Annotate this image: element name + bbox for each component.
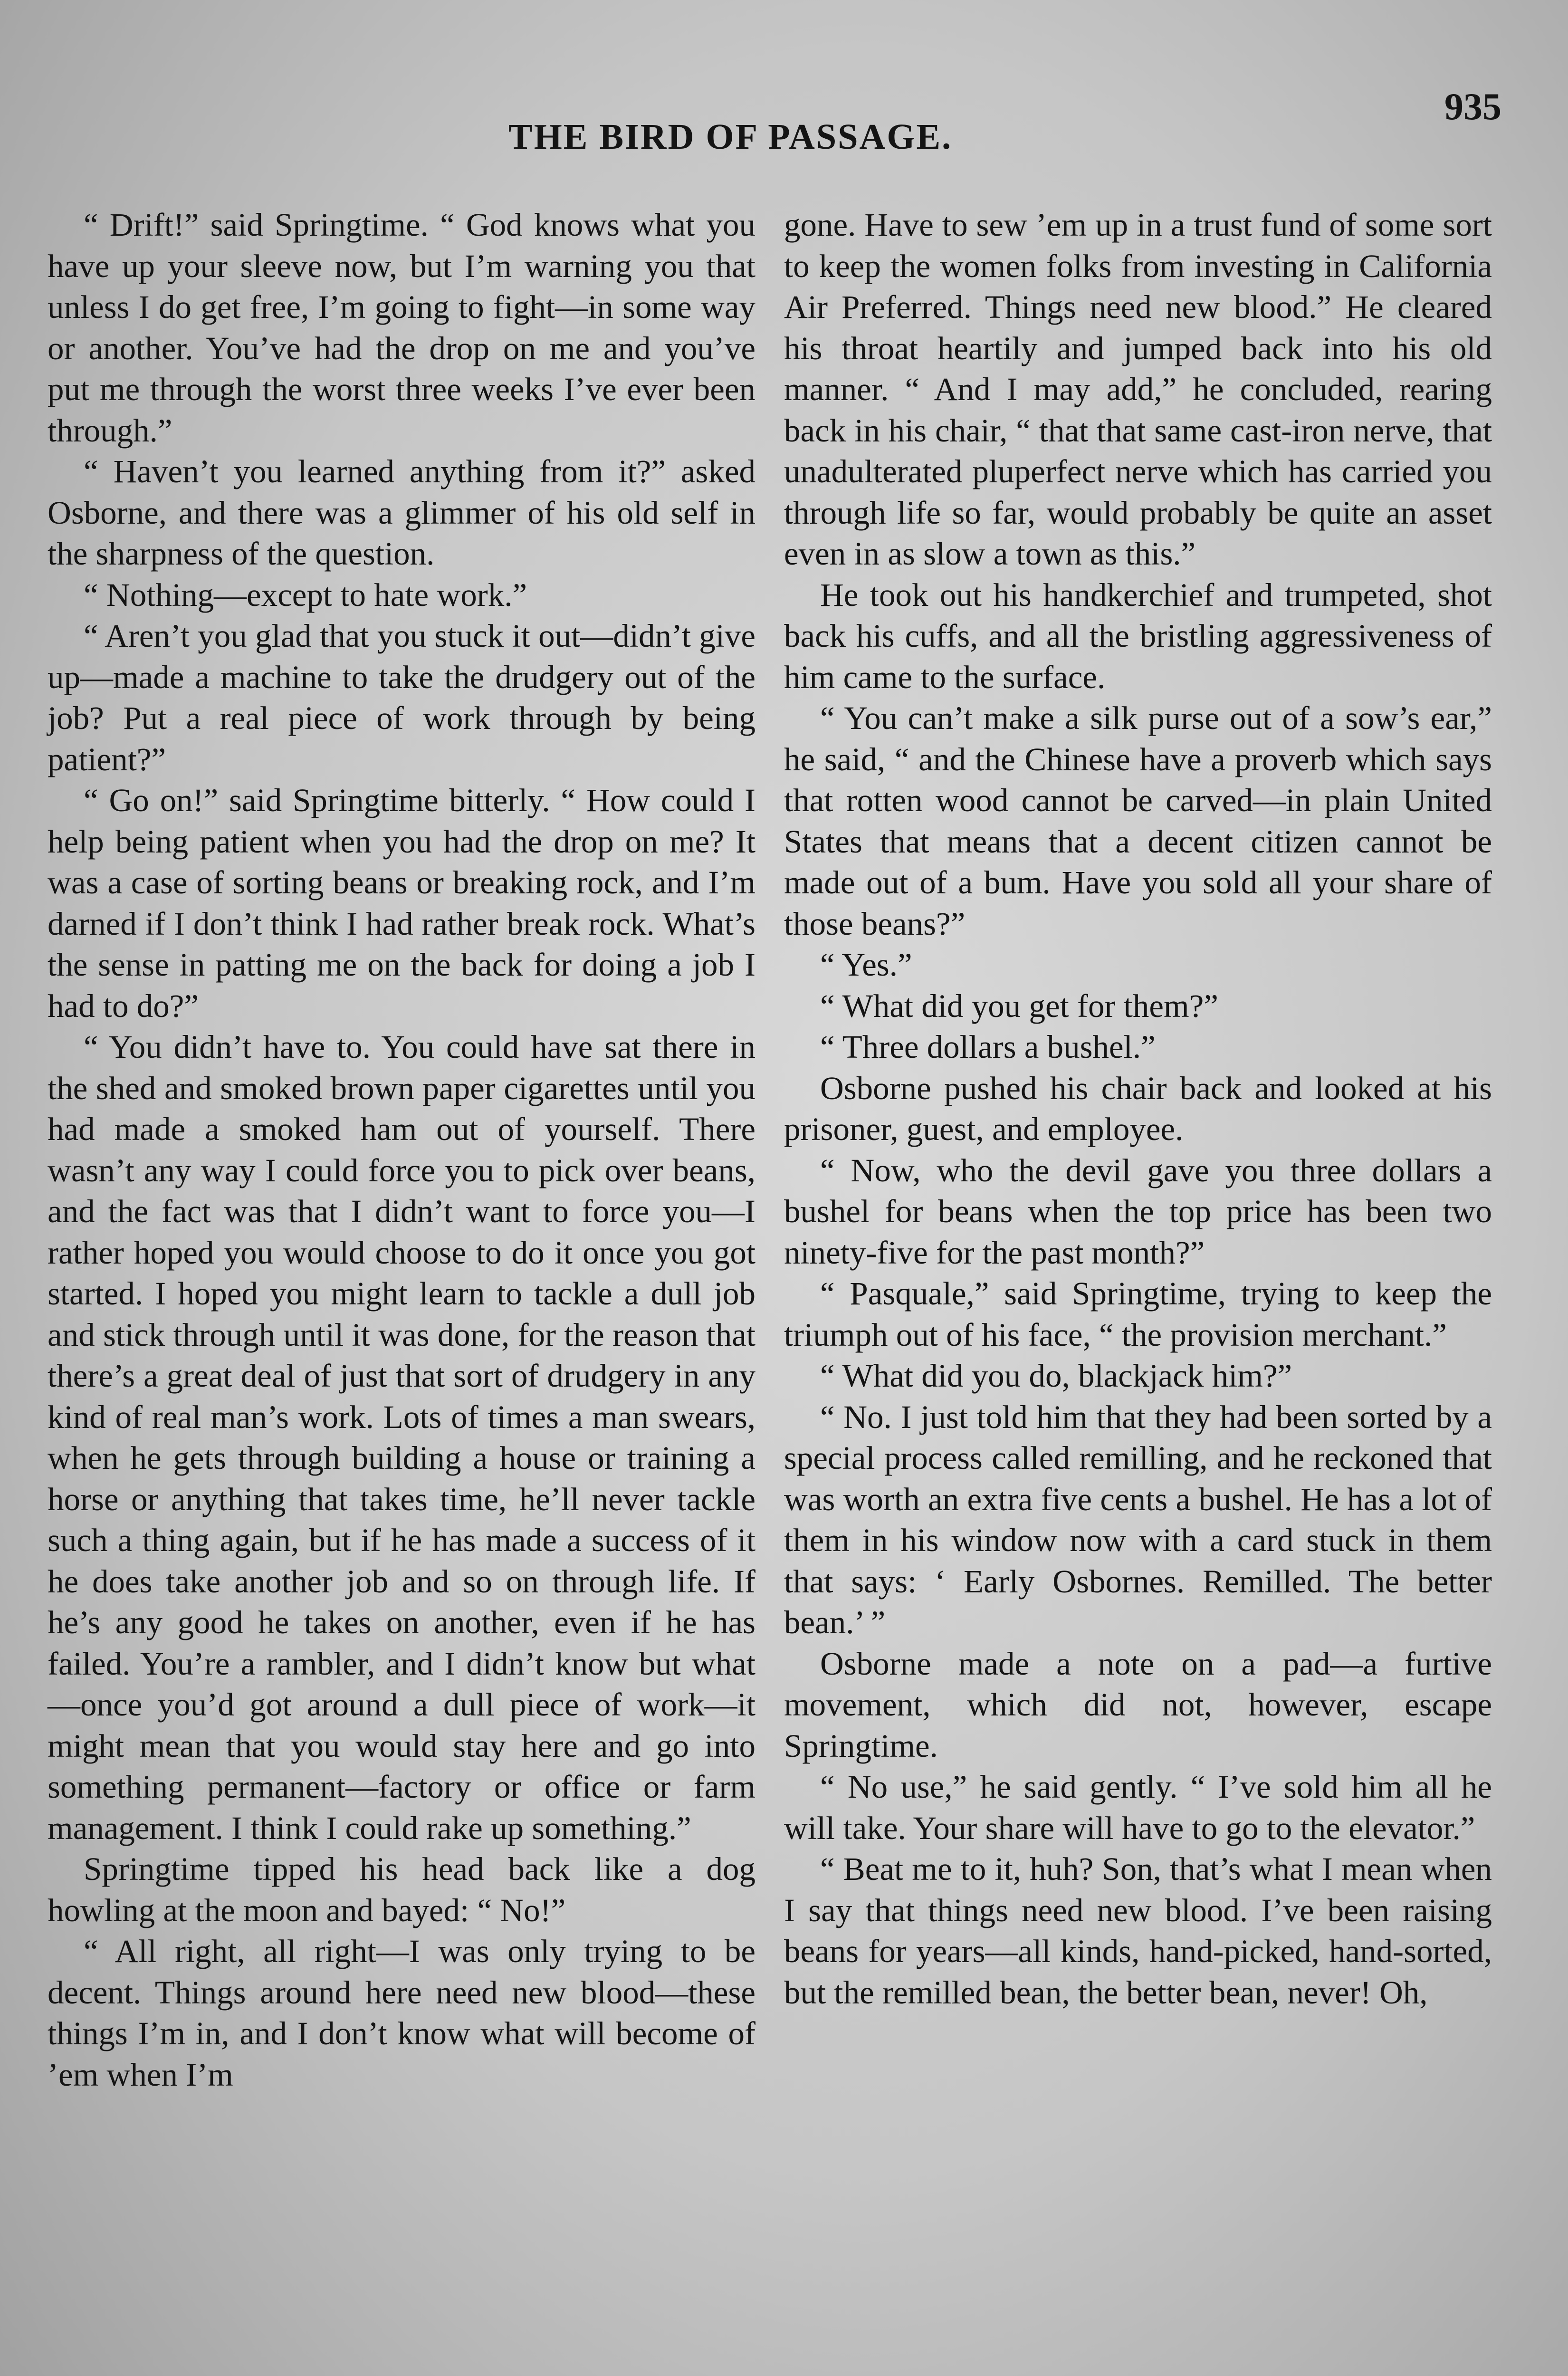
paragraph: “ Drift!” said Springtime. “ God knows what you have up your sleeve now, but I’m warning you that unless I do get free, I’m going to fight—in some way or another. You’ve had the drop on me and you’ve put me through the worst three weeks I’ve ever been through.” <box>48 207 755 449</box>
page-header <box>0 71 1568 176</box>
paragraph: “ Yes.” <box>820 947 912 983</box>
continued-paragraph: gone. Have to sew ’em up in a trust fund of some sort to keep the women folks from investing in California Air Preferred. Things need new blood.” He cleared his throat heartily and jumped back into his old manner. “ And I may add,” he concluded, rearing back in his chair, “ that that same cast-iron nerve, that unadulterated pluperfect nerve which has carried you through life so far, would probably be quite an asset even in as slow a town as this.” <box>784 207 1492 572</box>
right-column <box>784 204 1492 2013</box>
running-title: THE BIRD OF PASSAGE. <box>508 117 953 157</box>
paragraph: “ Now, who the devil gave you three dollars a bushel for beans when the top price has been two ninety-five for the past month?” <box>784 1152 1492 1271</box>
paragraph: “ Nothing—except to hate work.” <box>84 576 527 613</box>
paragraph: He took out his handkerchief and trumpeted, shot back his cuffs, and all the bristling aggressiveness of him came to the surface. <box>784 576 1492 695</box>
paragraph: “ All right, all right—I was only trying to be decent. Things around here need new blood—these things I’m in, and I don’t know what will become of ’em when I’m <box>48 1933 755 2093</box>
paragraph: “ What did you get for them?” <box>820 987 1218 1024</box>
paragraph: “ What did you do, blackjack him?” <box>820 1358 1292 1394</box>
left-column <box>48 204 755 2095</box>
paragraph: “ Aren’t you glad that you stuck it out—didn’t give up—made a machine to take the drudgery out of the job? Put a real piece of work through by being patient?” <box>48 618 755 777</box>
paragraph: Osborne pushed his chair back and looked at his prisoner, guest, and employee. <box>784 1070 1492 1147</box>
paragraph: “ Go on!” said Springtime bitterly. “ How could I help being patient when you had the drop on me? It was a case of sorting beans or breaking rock, and I’m darned if I don’t think I had rather break rock. What’s the sense in patting me on the back for doing a job I had to do?” <box>48 782 755 1024</box>
paragraph: “ No use,” he said gently. “ I’ve sold him all he will take. Your share will have to go to the elevator.” <box>784 1769 1492 1846</box>
paragraph: “ Three dollars a bushel.” <box>820 1029 1156 1065</box>
paragraph: Springtime tipped his head back like a dog howling at the moon and bayed: “ No!” <box>48 1851 755 1928</box>
paragraph: “ You can’t make a silk purse out of a sow’s ear,” he said, “ and the Chinese have a proverb which says that rotten wood cannot be carved—in plain United States that means that a decent citizen cannot be made out of a bum. Have you sold all your share of those beans?” <box>784 700 1492 942</box>
paragraph: “ Pasquale,” said Springtime, trying to keep the triumph out of his face, “ the provision merchant.” <box>784 1275 1492 1353</box>
paragraph: “ Beat me to it, huh? Son, that’s what I mean when I say that things need new blood. I’ve been raising beans for years—all kinds, hand-picked, hand-sorted, but the remilled bean, the better bean, never! Oh, <box>784 1851 1492 2011</box>
paragraph: Osborne made a note on a pad—a furtive movement, which did not, however, escape Springtime. <box>784 1645 1492 1764</box>
paragraph: “ Haven’t you learned anything from it?” asked Osborne, and there was a glimmer of his old self in the sharpness of the question. <box>48 453 755 572</box>
paragraph: “ No. I just told him that they had been sorted by a special process called remilling, and he reckoned that was worth an extra five cents a bushel. He has a lot of them in his window now with a card stuck in them that says: ‘ Early Osbornes. Remilled. The better bean.’ ” <box>784 1399 1492 1640</box>
paragraph: “ You didn’t have to. You could have sat there in the shed and smoked brown paper cigarettes until you had made a smoked ham out of yourself. There wasn’t any way I could force you to pick over beans, and the fact was that I didn’t want to force you—I rather hoped you would choose to do it once you got started. I hoped you might learn to tackle a dull job and stick through until it was done, for the reason that there’s a great deal of just that sort of drudgery in any kind of real man’s work. Lots of times a man swears, when he gets through building a house or training a horse or anything that takes time, he’ll never tackle such a thing again, but if he has made a success of it he does take another job and so on through life. If he’s any good he takes on another, even if he has failed. You’re a rambler, and I didn’t know but what—once you’d got around a dull piece of work—it might mean that you would stay here and go into something permanent—factory or office or farm management. I think I could rake up something.” <box>48 1029 755 1846</box>
page-number: 935 <box>1444 86 1501 128</box>
